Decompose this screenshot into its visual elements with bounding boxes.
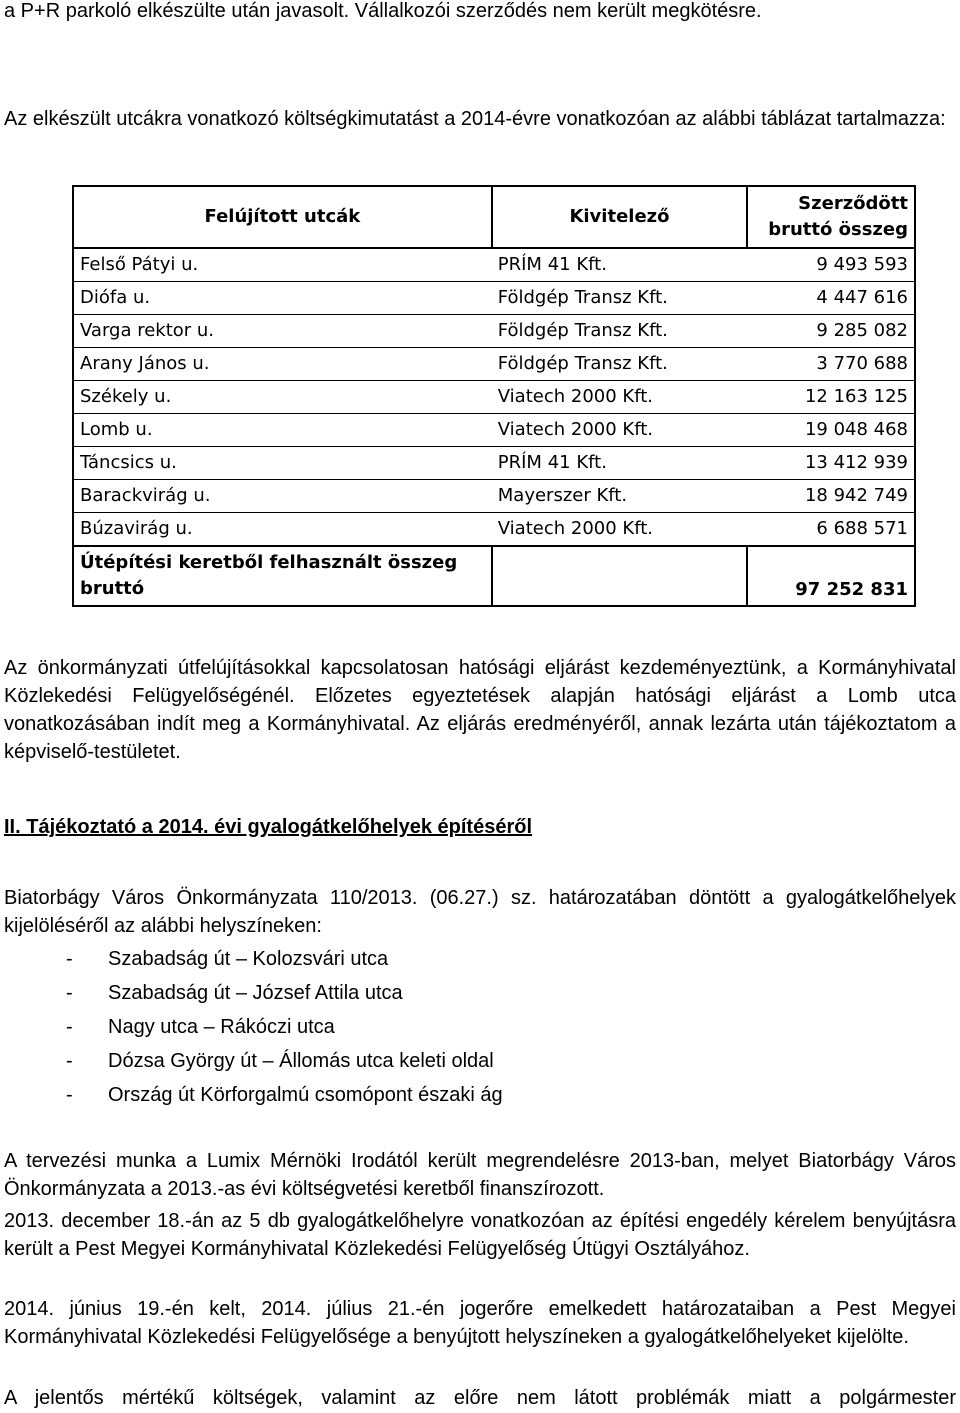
final-paragraph: A jelentős mértékű költségek, valamint az előre nem látott problémák miatt a polgármester bbox=[4, 1387, 956, 1409]
amount-cell: 6 688 571 bbox=[747, 513, 915, 547]
amount-cell: 18 942 749 bbox=[747, 480, 915, 513]
total-value: 97 252 831 bbox=[747, 546, 915, 606]
amount-cell: 9 493 593 bbox=[747, 248, 915, 282]
list-item bbox=[66, 944, 503, 978]
contractor-cell: Mayerszer Kft. bbox=[492, 480, 747, 513]
amount-cell: 3 770 688 bbox=[747, 348, 915, 381]
amount-cell: 19 048 468 bbox=[747, 414, 915, 447]
contractor-cell: PRÍM 41 Kft. bbox=[492, 248, 747, 282]
dash-bullet-icon: - bbox=[66, 1050, 73, 1072]
table-row bbox=[73, 381, 915, 414]
total-empty-cell bbox=[492, 546, 747, 606]
section-heading: II. Tájékoztató a 2014. évi gyalogátkelőhelyek építéséről bbox=[4, 816, 533, 838]
intro-paragraph-2: Az elkészült utcákra vonatkozó költségkimutatást a 2014-évre vonatkozóan az alábbi táblázat tartalmazza: bbox=[4, 108, 946, 130]
dash-bullet-icon: - bbox=[66, 1016, 73, 1038]
street-cell: Lomb u. bbox=[73, 414, 492, 447]
header-streets: Felújított utcák bbox=[73, 186, 492, 248]
list-item-text: Szabadság út – József Attila utca bbox=[108, 982, 403, 1004]
cost-table bbox=[72, 185, 916, 607]
list-item-text: Szabadság út – Kolozsvári utca bbox=[108, 948, 389, 970]
header-contractor: Kivitelező bbox=[492, 186, 747, 248]
street-cell: Varga rektor u. bbox=[73, 315, 492, 348]
contractor-cell: Földgép Transz Kft. bbox=[492, 348, 747, 381]
contractor-cell: PRÍM 41 Kft. bbox=[492, 447, 747, 480]
dash-bullet-icon: - bbox=[66, 982, 73, 1004]
street-cell: Búzavirág u. bbox=[73, 513, 492, 547]
street-cell: Székely u. bbox=[73, 381, 492, 414]
crossing-locations-list bbox=[66, 944, 503, 1114]
table-row bbox=[73, 248, 915, 282]
table-row bbox=[73, 513, 915, 547]
street-cell: Táncsics u. bbox=[73, 447, 492, 480]
list-item bbox=[66, 1046, 503, 1080]
list-item-text: Nagy utca – Rákóczi utca bbox=[108, 1016, 335, 1038]
decision-paragraph: Biatorbágy Város Önkormányzata 110/2013. (06.27.) sz. határozatában döntött a gyalogátkelőhelyek kijelöléséről az alábbi helyszíneken: bbox=[4, 887, 956, 937]
amount-cell: 13 412 939 bbox=[747, 447, 915, 480]
permit-decision-paragraph: 2014. június 19.-én kelt, 2014. július 21.-én jogerőre emelkedett határozataiban a Pest Megyei Kormányhivatal Közlekedési Felügyelősége a benyújtott helyszíneken a gyalogátkelőhelyeket kijelölte. bbox=[4, 1298, 956, 1348]
authority-paragraph: Az önkormányzati útfelújításokkal kapcsolatosan hatósági eljárást kezdeményeztünk, a Kormányhivatal Közlekedési Felügyelőségénél. Előzetes egyeztetések alapján hatósági eljárást a Lomb utca vonatkozásában indít meg a Kormányhivatal. Az eljárás eredményéről, annak lezárta után tájékoztatom a képviselő-testületet. bbox=[4, 657, 956, 763]
list-item bbox=[66, 978, 503, 1012]
street-cell: Felső Pátyi u. bbox=[73, 248, 492, 282]
permit-request-paragraph: 2013. december 18.-án az 5 db gyalogátkelőhelyre vonatkozóan az építési engedély kérelem benyújtásra került a Pest Megyei Kormányhivatal Közlekedési Felügyelőség Útügyi Osztályához. bbox=[4, 1210, 956, 1260]
design-paragraph: A tervezési munka a Lumix Mérnöki Irodától került megrendelésre 2013-ban, melyet Biatorbágy Város Önkormányzata a 2013.-as évi költségvetési keretből finanszírozott. bbox=[4, 1150, 956, 1200]
contractor-cell: Viatech 2000 Kft. bbox=[492, 513, 747, 547]
amount-cell: 9 285 082 bbox=[747, 315, 915, 348]
contractor-cell: Viatech 2000 Kft. bbox=[492, 414, 747, 447]
table-row bbox=[73, 315, 915, 348]
dash-bullet-icon: - bbox=[66, 1084, 73, 1106]
list-item bbox=[66, 1080, 503, 1114]
amount-cell: 4 447 616 bbox=[747, 282, 915, 315]
list-item-text: Ország út Körforgalmú csomópont északi ág bbox=[108, 1084, 503, 1106]
contractor-cell: Földgép Transz Kft. bbox=[492, 282, 747, 315]
table-row bbox=[73, 414, 915, 447]
contractor-cell: Viatech 2000 Kft. bbox=[492, 381, 747, 414]
street-cell: Barackvirág u. bbox=[73, 480, 492, 513]
table-row bbox=[73, 480, 915, 513]
header-amount: Szerződött bruttó összeg bbox=[747, 186, 915, 248]
list-item-text: Dózsa György út – Állomás utca keleti oldal bbox=[108, 1050, 494, 1072]
table-row bbox=[73, 282, 915, 315]
intro-paragraph-1: a P+R parkoló elkészülte után javasolt. Vállalkozói szerződés nem került megkötésre. bbox=[4, 0, 762, 22]
street-cell: Diófa u. bbox=[73, 282, 492, 315]
street-cell: Arany János u. bbox=[73, 348, 492, 381]
table-row bbox=[73, 447, 915, 480]
amount-cell: 12 163 125 bbox=[747, 381, 915, 414]
total-label: Útépítési keretből felhasznált összeg bruttó bbox=[73, 546, 492, 606]
dash-bullet-icon: - bbox=[66, 948, 73, 970]
table-total-row bbox=[73, 546, 915, 606]
contractor-cell: Földgép Transz Kft. bbox=[492, 315, 747, 348]
table-row bbox=[73, 348, 915, 381]
table-header-row bbox=[73, 186, 915, 248]
list-item bbox=[66, 1012, 503, 1046]
